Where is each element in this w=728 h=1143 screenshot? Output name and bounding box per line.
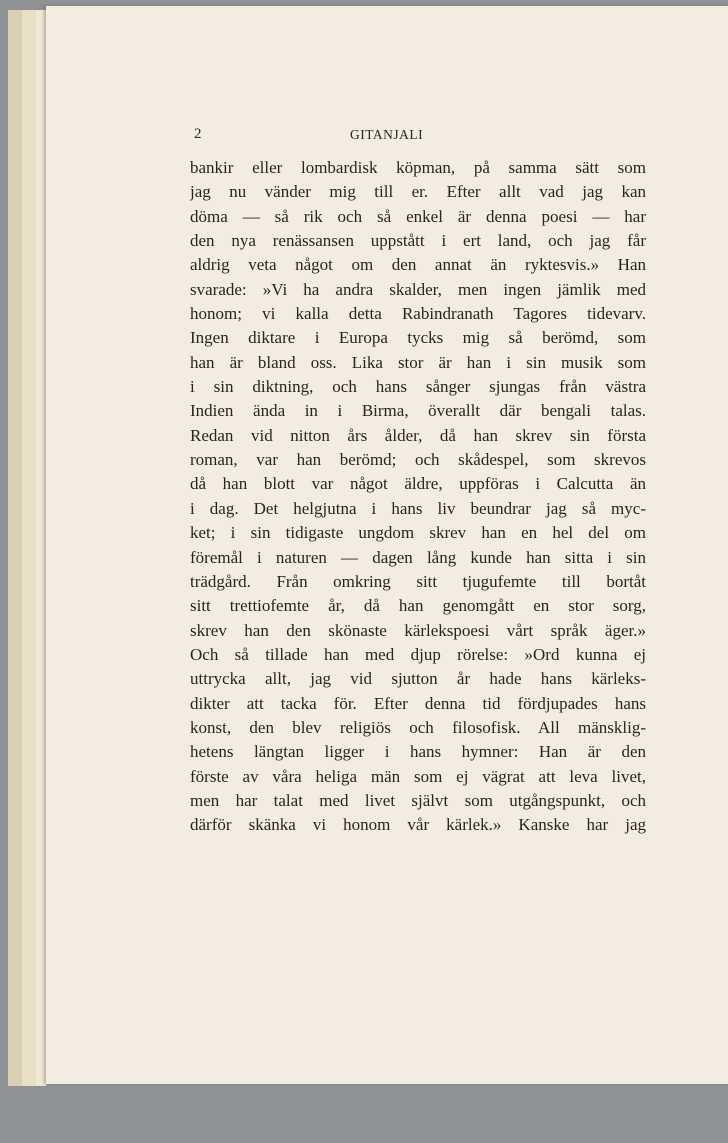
text-line: Redan vid nitton års ålder, då han skrev sin första [190, 425, 646, 445]
text-line: i dag. Det helgjutna i hans liv beundrar jag så myc- [190, 498, 646, 518]
text-line: skrev han den skönaste kärlekspoesi vårt språk äger.» [190, 620, 646, 640]
text-line: Och så tillade han med djup rörelse: »Ord kunna ej [190, 644, 646, 664]
text-line: trädgård. Från omkring sitt tjugufemte till bortåt [190, 571, 646, 591]
text-line: uttrycka allt, jag vid sjutton år hade hans kärleks- [190, 669, 646, 689]
text-line: den nya renässansen uppstått i ert land, och jag får [190, 231, 646, 251]
page-header [190, 126, 650, 148]
text-line: hetens längtan ligger i hans hymner: Han är den [190, 742, 646, 762]
text-line: svarade: »Vi ha andra skalder, men ingen jämlik med [190, 279, 646, 299]
text-line: förste av våra heliga män som ej vägrat att leva livet, [190, 766, 646, 786]
page-stack-edge [22, 10, 37, 1086]
text-line: konst, den blev religiös och filosofisk. All mänsklig- [190, 717, 646, 737]
text-line: då han blott var något äldre, uppföras i Calcutta än [190, 474, 646, 494]
text-line: jag nu vänder mig till er. Efter allt vad jag kan [190, 182, 646, 202]
text-line: honom; vi kalla detta Rabindranath Tagores tidevarv. [190, 304, 646, 324]
text-line: föremål i naturen — dagen lång kunde han sitta i sin [190, 547, 646, 567]
running-title: GITANJALI [350, 127, 424, 142]
text-line: döma — så rik och så enkel är denna poesi — har [190, 206, 646, 226]
text-line: han är bland oss. Lika stor är han i sin musik som [190, 352, 646, 372]
body-text [190, 156, 646, 838]
text-line: ket; i sin tidigaste ungdom skrev han en hel del om [190, 523, 646, 543]
text-line: aldrig veta något om den annat än ryktesvis.» Han [190, 255, 646, 275]
text-line: dikter att tacka för. Efter denna tid fördjupades hans [190, 693, 646, 713]
text-line: men har talat med livet självt som utgångspunkt, och [190, 790, 646, 810]
text-line: Indien ända in i Birma, överallt där bengali talas. [190, 401, 646, 421]
page-number: 2 [194, 126, 202, 142]
text-line: i sin diktning, och hans sånger sjungas från västra [190, 377, 646, 397]
page-stack-edge [8, 10, 23, 1086]
text-line: därför skänka vi honom vår kärlek.» Kanske har jag [190, 815, 646, 835]
text-line: roman, var han berömd; och skådespel, som skrevos [190, 450, 646, 470]
text-line: Ingen diktare i Europa tycks mig så berömd, som [190, 328, 646, 348]
text-line: bankir eller lombardisk köpman, på samma sätt som [190, 158, 646, 177]
text-line: sitt trettiofemte år, då han genomgått en stor sorg, [190, 596, 646, 616]
